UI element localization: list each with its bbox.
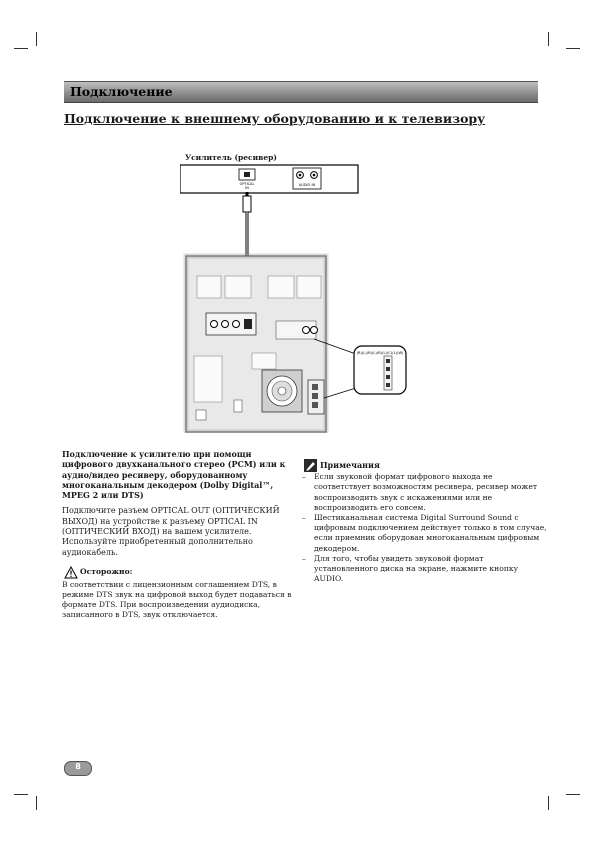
- caution-block: [62, 567, 292, 620]
- crop-mark: [36, 796, 37, 810]
- note-item: – Для того, чтобы увидеть звуковой формат установленного диска на экране, нажмите кнопку AUDIO.: [302, 554, 548, 585]
- crop-mark: [14, 794, 28, 795]
- left-column: [62, 449, 290, 558]
- optical-label: OPTICAL: [239, 182, 255, 186]
- crop-mark: [548, 796, 549, 810]
- section-title: Подключение: [70, 84, 173, 99]
- connection-instructions: Подключите разъем OPTICAL OUT (ОПТИЧЕСКИЙ ВЫХОД) на устройстве к разъему OPTICAL IN (ОПТИЧЕСКИЙ ВХОД) на вашем усилителе. Используйте приобретенный дополнительно аудиокабель.: [62, 506, 280, 557]
- callout-label: (R)(L)(R)(L)(R)(L)(C)(L)(W): [356, 351, 404, 355]
- amplifier-box: [180, 165, 358, 193]
- cable-plug-top: [243, 196, 251, 212]
- connection-heading: Подключение к усилителю при помощи цифрового двухканального стерео (PCM) или к аудио/видео ресиверу, оборудованному многоканальным декодером (Dolby Digital™, MPEG 2 или DTS): [62, 449, 286, 501]
- in-label: IN: [245, 186, 249, 190]
- note-item: – Если звуковой формат цифрового выхода не соответствует возможностям ресивера, ресивер может воспроизводить звук с искажениями или не воспроизводить его совсем.: [302, 472, 548, 513]
- amplifier-label: Усилитель (ресивер): [185, 153, 277, 162]
- connection-diagram-svg: [180, 148, 430, 433]
- page-number: 8: [75, 762, 81, 771]
- note-item: – Шестиканальная система Digital Surround Sound с цифровым подключением действует только в том случае, если приемник оборудован многоканальным цифровым декодером.: [302, 513, 548, 554]
- note-icon: [304, 459, 318, 472]
- caution-text: В соответствии с лицензионным соглашением DTS, в режиме DTS звук на цифровой выход будет подаваться в формате DTS. При воспроизведении аудиодиска, записанного в DTS, звук отключается.: [62, 580, 292, 619]
- crop-mark: [548, 32, 549, 46]
- caution-title: Осторожно:: [80, 567, 133, 576]
- notes-block: [302, 460, 548, 584]
- audio-in-label: AUDIO IN: [298, 183, 316, 187]
- page-subtitle: Подключение к внешнему оборудованию и к телевизору: [64, 111, 486, 126]
- crop-mark: [566, 794, 580, 795]
- crop-mark: [14, 48, 28, 49]
- notes-title: Примечания: [320, 460, 380, 470]
- crop-mark: [36, 32, 37, 46]
- section-header-bar: [64, 81, 538, 103]
- connection-diagram: [180, 148, 430, 433]
- crop-mark: [566, 48, 580, 49]
- notes-list: [302, 472, 548, 584]
- warning-icon: [64, 566, 78, 579]
- page-number-badge: [64, 761, 92, 776]
